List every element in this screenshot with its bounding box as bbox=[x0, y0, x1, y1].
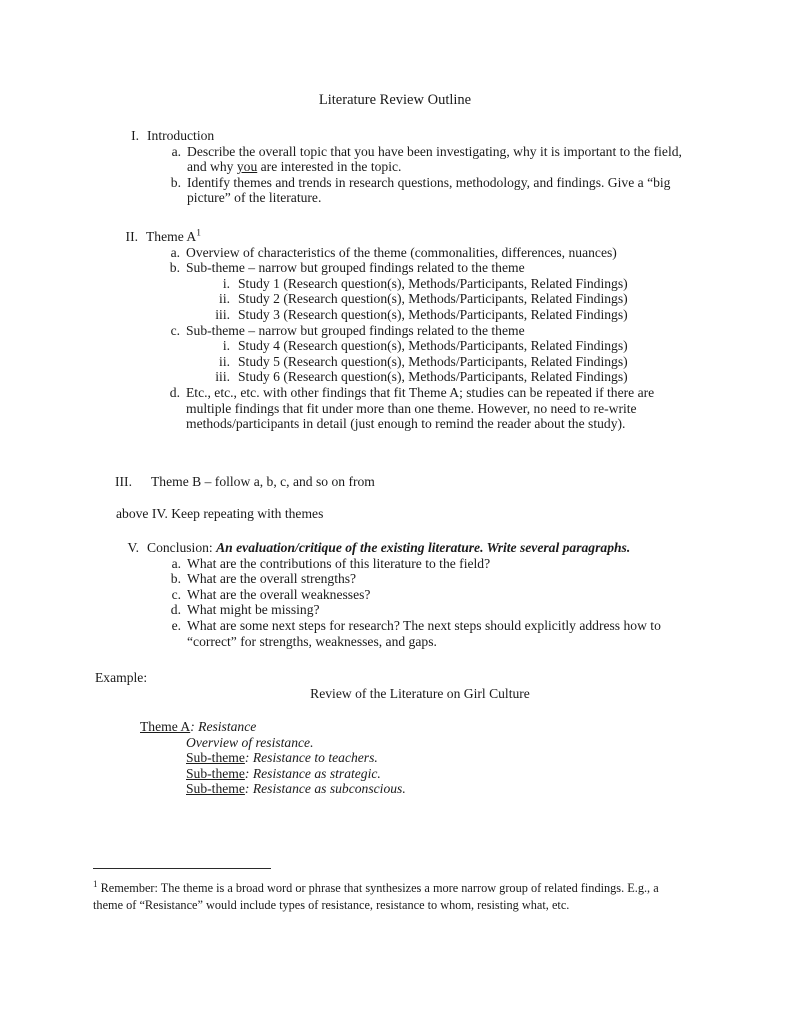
example-label: Example: bbox=[95, 670, 148, 685]
outline-marker: a. bbox=[171, 555, 181, 571]
outline-marker: e. bbox=[171, 617, 181, 633]
example-subtheme-label: Sub-theme bbox=[186, 765, 245, 781]
example-subtheme-line bbox=[186, 781, 685, 797]
outline-text bbox=[187, 144, 683, 175]
outline-marker: d. bbox=[169, 384, 180, 400]
example-overview: Overview of resistance. bbox=[186, 734, 314, 750]
footnote-text bbox=[93, 880, 671, 913]
outline-item bbox=[158, 385, 687, 432]
outline-text-part: are interested in the topic. bbox=[257, 159, 402, 175]
outline-text: Etc., etc., etc. with other findings that fit Theme A; studies can be repeated if there are multiple findings that fit under more than one theme. However, no need to re-write methods/participants in detail (just enough to remind the reader about the study). bbox=[186, 384, 655, 432]
section-theme-a bbox=[112, 229, 687, 432]
outline-item bbox=[159, 587, 688, 603]
outline-item bbox=[159, 175, 683, 206]
section-introduction bbox=[113, 128, 683, 206]
outline-text bbox=[146, 229, 687, 245]
outline-item bbox=[115, 474, 685, 490]
outline-item bbox=[112, 229, 687, 245]
outline-item bbox=[158, 323, 687, 339]
outline-text: What are the overall weaknesses? bbox=[187, 586, 371, 602]
example-subtheme-label: Sub-theme bbox=[186, 781, 245, 797]
outline-item bbox=[158, 245, 687, 261]
outline-text: What are the contributions of this literature to the field? bbox=[187, 555, 491, 571]
outline-marker: i. bbox=[222, 338, 230, 354]
outline-marker: i. bbox=[222, 275, 230, 291]
outline-text: Identify themes and trends in research questions, methodology, and findings. Give a “big picture” of the literature. bbox=[187, 174, 671, 206]
footnote-reference: 1 bbox=[196, 228, 201, 239]
section-theme-b bbox=[115, 474, 685, 490]
outline-item bbox=[159, 144, 683, 175]
outline-item bbox=[113, 128, 683, 144]
outline-marker: iii. bbox=[215, 306, 230, 322]
outline-text: Study 1 (Research question(s), Methods/Participants, Related Findings) bbox=[238, 275, 628, 291]
example-theme-line bbox=[140, 719, 685, 735]
outline-item bbox=[159, 571, 688, 587]
conclusion-emphasis: An evaluation/critique of the existing literature. Write several paragraphs. bbox=[216, 540, 631, 555]
page-title: Literature Review Outline bbox=[318, 92, 472, 108]
example-subtheme-value: : Resistance as subconscious. bbox=[244, 781, 406, 797]
footnote-separator bbox=[93, 868, 271, 869]
outline-text: Theme B – follow a, b, c, and so on from bbox=[151, 474, 375, 489]
outline-item bbox=[159, 556, 688, 572]
section-theme-iv bbox=[116, 506, 686, 522]
example-heading: Review of the Literature on Girl Culture bbox=[310, 686, 530, 701]
outline-item bbox=[158, 260, 687, 276]
outline-text bbox=[147, 540, 688, 556]
outline-item bbox=[113, 540, 688, 556]
outline-item bbox=[159, 618, 688, 649]
outline-text: Sub-theme – narrow but grouped findings related to the theme bbox=[186, 322, 525, 338]
outline-item bbox=[204, 369, 687, 385]
example-theme-label: Theme A bbox=[140, 719, 191, 734]
outline-marker: b. bbox=[170, 571, 181, 587]
outline-text: Study 5 (Research question(s), Methods/Participants, Related Findings) bbox=[238, 353, 628, 369]
outline-item bbox=[204, 354, 687, 370]
outline-marker: III. bbox=[115, 474, 132, 489]
example-subtheme-label: Sub-theme bbox=[186, 750, 245, 766]
outline-marker: V. bbox=[127, 540, 139, 555]
outline-item bbox=[159, 602, 688, 618]
outline-text: Study 3 (Research question(s), Methods/Participants, Related Findings) bbox=[238, 306, 628, 322]
outline-text: Study 4 (Research question(s), Methods/Participants, Related Findings) bbox=[238, 338, 628, 354]
outline-text: Introduction bbox=[147, 128, 215, 143]
outline-marker: b. bbox=[169, 260, 180, 276]
example-subtheme-line bbox=[186, 766, 685, 782]
outline-marker: c. bbox=[171, 586, 181, 602]
outline-text-part: Describe the overall topic that you have been investigating, why it is important to the field, and why bbox=[187, 143, 682, 175]
example-subtheme-line bbox=[186, 750, 685, 766]
outline-text-part: Conclusion: bbox=[147, 540, 217, 555]
outline-text: above IV. Keep repeating with themes bbox=[116, 506, 324, 521]
outline-marker: II. bbox=[125, 229, 138, 244]
outline-marker: iii. bbox=[215, 369, 230, 385]
example-theme-value: : Resistance bbox=[190, 719, 257, 734]
outline-marker: b. bbox=[170, 174, 181, 190]
example-subtheme-value: : Resistance to teachers. bbox=[244, 750, 378, 766]
outline-text: Sub-theme – narrow but grouped findings related to the theme bbox=[186, 260, 525, 276]
outline-text: Study 6 (Research question(s), Methods/Participants, Related Findings) bbox=[238, 369, 628, 385]
outline-marker: a. bbox=[170, 244, 180, 260]
underlined-word: you bbox=[236, 159, 258, 175]
outline-marker: ii. bbox=[219, 291, 230, 307]
outline-marker: a. bbox=[171, 143, 181, 159]
outline-text: Overview of characteristics of the theme (commonalities, differences, nuances) bbox=[186, 244, 617, 260]
footnote-marker: 1 bbox=[93, 878, 98, 889]
outline-item bbox=[204, 338, 687, 354]
outline-marker: I. bbox=[131, 128, 139, 143]
example-subtheme-value: : Resistance as strategic. bbox=[244, 765, 381, 781]
outline-marker: c. bbox=[170, 322, 180, 338]
example-body bbox=[140, 719, 685, 797]
outline-marker: ii. bbox=[219, 353, 230, 369]
outline-item bbox=[204, 291, 687, 307]
outline-item bbox=[204, 307, 687, 323]
footnote-body: Remember: The theme is a broad word or phrase that synthesizes a more narrow group of related findings. E.g., a theme of “Resistance” would include types of resistance, resistance to whom, resisting what, etc. bbox=[93, 881, 659, 912]
outline-text: What might be missing? bbox=[187, 602, 320, 618]
outline-item bbox=[204, 276, 687, 292]
outline-text: What are some next steps for research? The next steps should explicitly address how to “correct” for strengths, weaknesses, and gaps. bbox=[187, 617, 661, 649]
outline-text: Study 2 (Research question(s), Methods/Participants, Related Findings) bbox=[238, 291, 628, 307]
outline-text: What are the overall strengths? bbox=[187, 571, 357, 587]
outline-marker: d. bbox=[170, 602, 181, 618]
outline-text-part: Theme A bbox=[146, 229, 197, 244]
section-conclusion bbox=[113, 540, 688, 649]
